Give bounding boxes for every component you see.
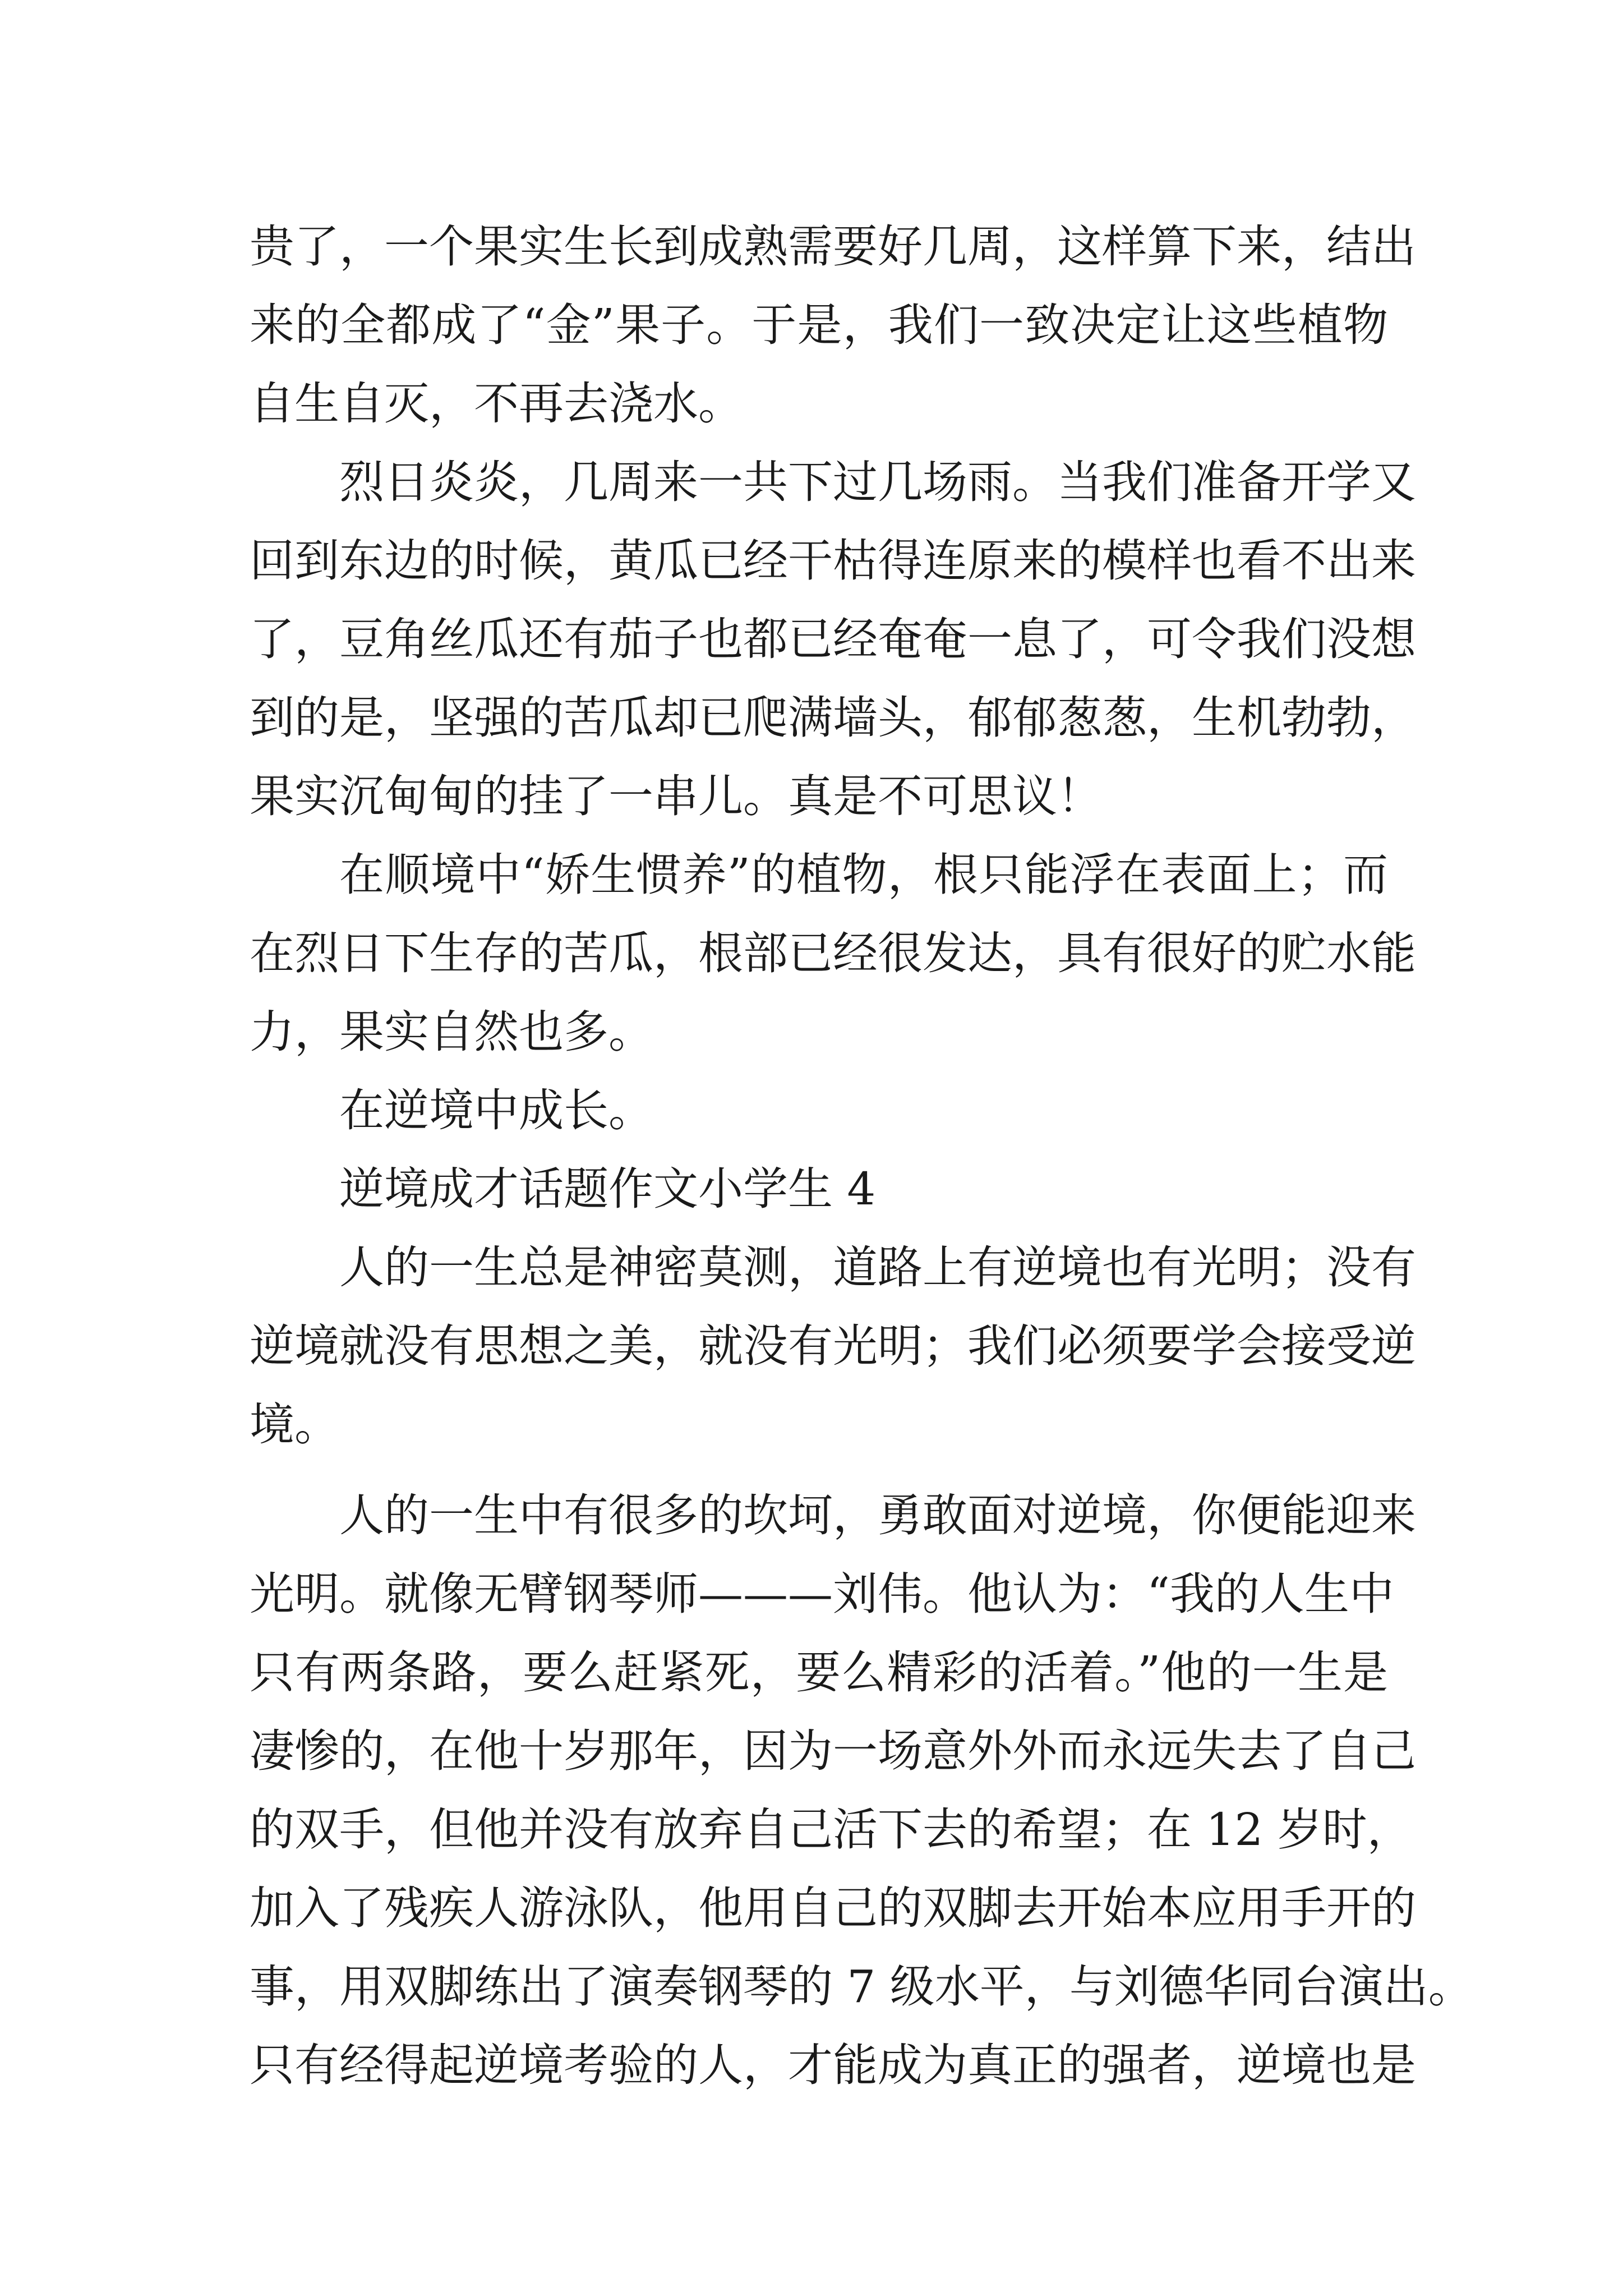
text-line: 回到东边的时候，黄瓜已经干枯得连原来的模样也看不出来 <box>250 535 1416 587</box>
text-line: 在顺境中“娇生惯养”的植物，根只能浮在表面上；而 <box>339 849 1388 901</box>
paragraph <box>250 1476 1473 2105</box>
text-line: 的双手，但他并没有放弃自己活下去的希望；在 12 岁时， <box>250 1803 1412 1856</box>
paragraph <box>250 836 1416 1071</box>
text-line: 在逆境中成长。 <box>339 1084 653 1137</box>
section-heading <box>250 1150 1388 1228</box>
text-line: 果实沉甸甸的挂了一串儿。真是不可思议！ <box>250 770 1102 822</box>
text-line: 只有经得起逆境考验的人，才能成为真正的强者，逆境也是 <box>250 2039 1416 2091</box>
text-line: 在烈日下生存的苦瓜，根部已经很发达，具有很好的贮水能 <box>250 927 1416 979</box>
text-line: 自生自灭，不再去浇水。 <box>250 378 743 430</box>
paragraph <box>250 1228 1416 1464</box>
text-line: 贵了，一个果实生长到成熟需要好几周，这样算下来，结出 <box>250 220 1416 273</box>
text-line: 了，豆角丝瓜还有茄子也都已经奄奄一息了，可令我们没想 <box>250 613 1416 665</box>
document-body <box>250 208 1473 2105</box>
text-line: 只有两条路，要么赶紧死，要么精彩的活着。”他的一生是 <box>250 1646 1388 1699</box>
text-line: 来的全都成了“金”果子。于是，我们一致决定让这些植物 <box>250 299 1388 351</box>
text-line: 光明。就像无臂钢琴师———刘伟。他认为：“我的人生中 <box>250 1568 1394 1620</box>
text-line: 逆境就没有思想之美，就没有光明；我们必须要学会接受逆 <box>250 1320 1416 1372</box>
text-line: 境。 <box>250 1398 339 1451</box>
text-line: 事，用双脚练出了演奏钢琴的 7 级水平，与刘德华同台演出。 <box>250 1961 1473 2013</box>
text-line: 逆境成才话题作文小学生 4 <box>339 1163 876 1215</box>
paragraph <box>250 208 1416 443</box>
paragraph <box>250 1071 1388 1150</box>
text-line: 人的一生总是神密莫测，道路上有逆境也有光明；没有 <box>339 1241 1416 1294</box>
text-line: 力，果实自然也多。 <box>250 1006 653 1058</box>
text-line: 烈日炎炎，几周来一共下过几场雨。当我们准备开学又 <box>339 456 1416 508</box>
paragraph <box>250 443 1416 836</box>
text-line: 人的一生中有很多的坎坷，勇敢面对逆境，你便能迎来 <box>339 1489 1416 1542</box>
text-line: 到的是，坚强的苦瓜却已爬满墙头，郁郁葱葱，生机勃勃， <box>250 692 1416 744</box>
text-line: 加入了残疾人游泳队，他用自己的双脚去开始本应用手开的 <box>250 1882 1416 1934</box>
paragraph-gap <box>250 1464 1388 1476</box>
text-line: 凄惨的，在他十岁那年，因为一场意外外而永远失去了自己 <box>250 1725 1416 1777</box>
